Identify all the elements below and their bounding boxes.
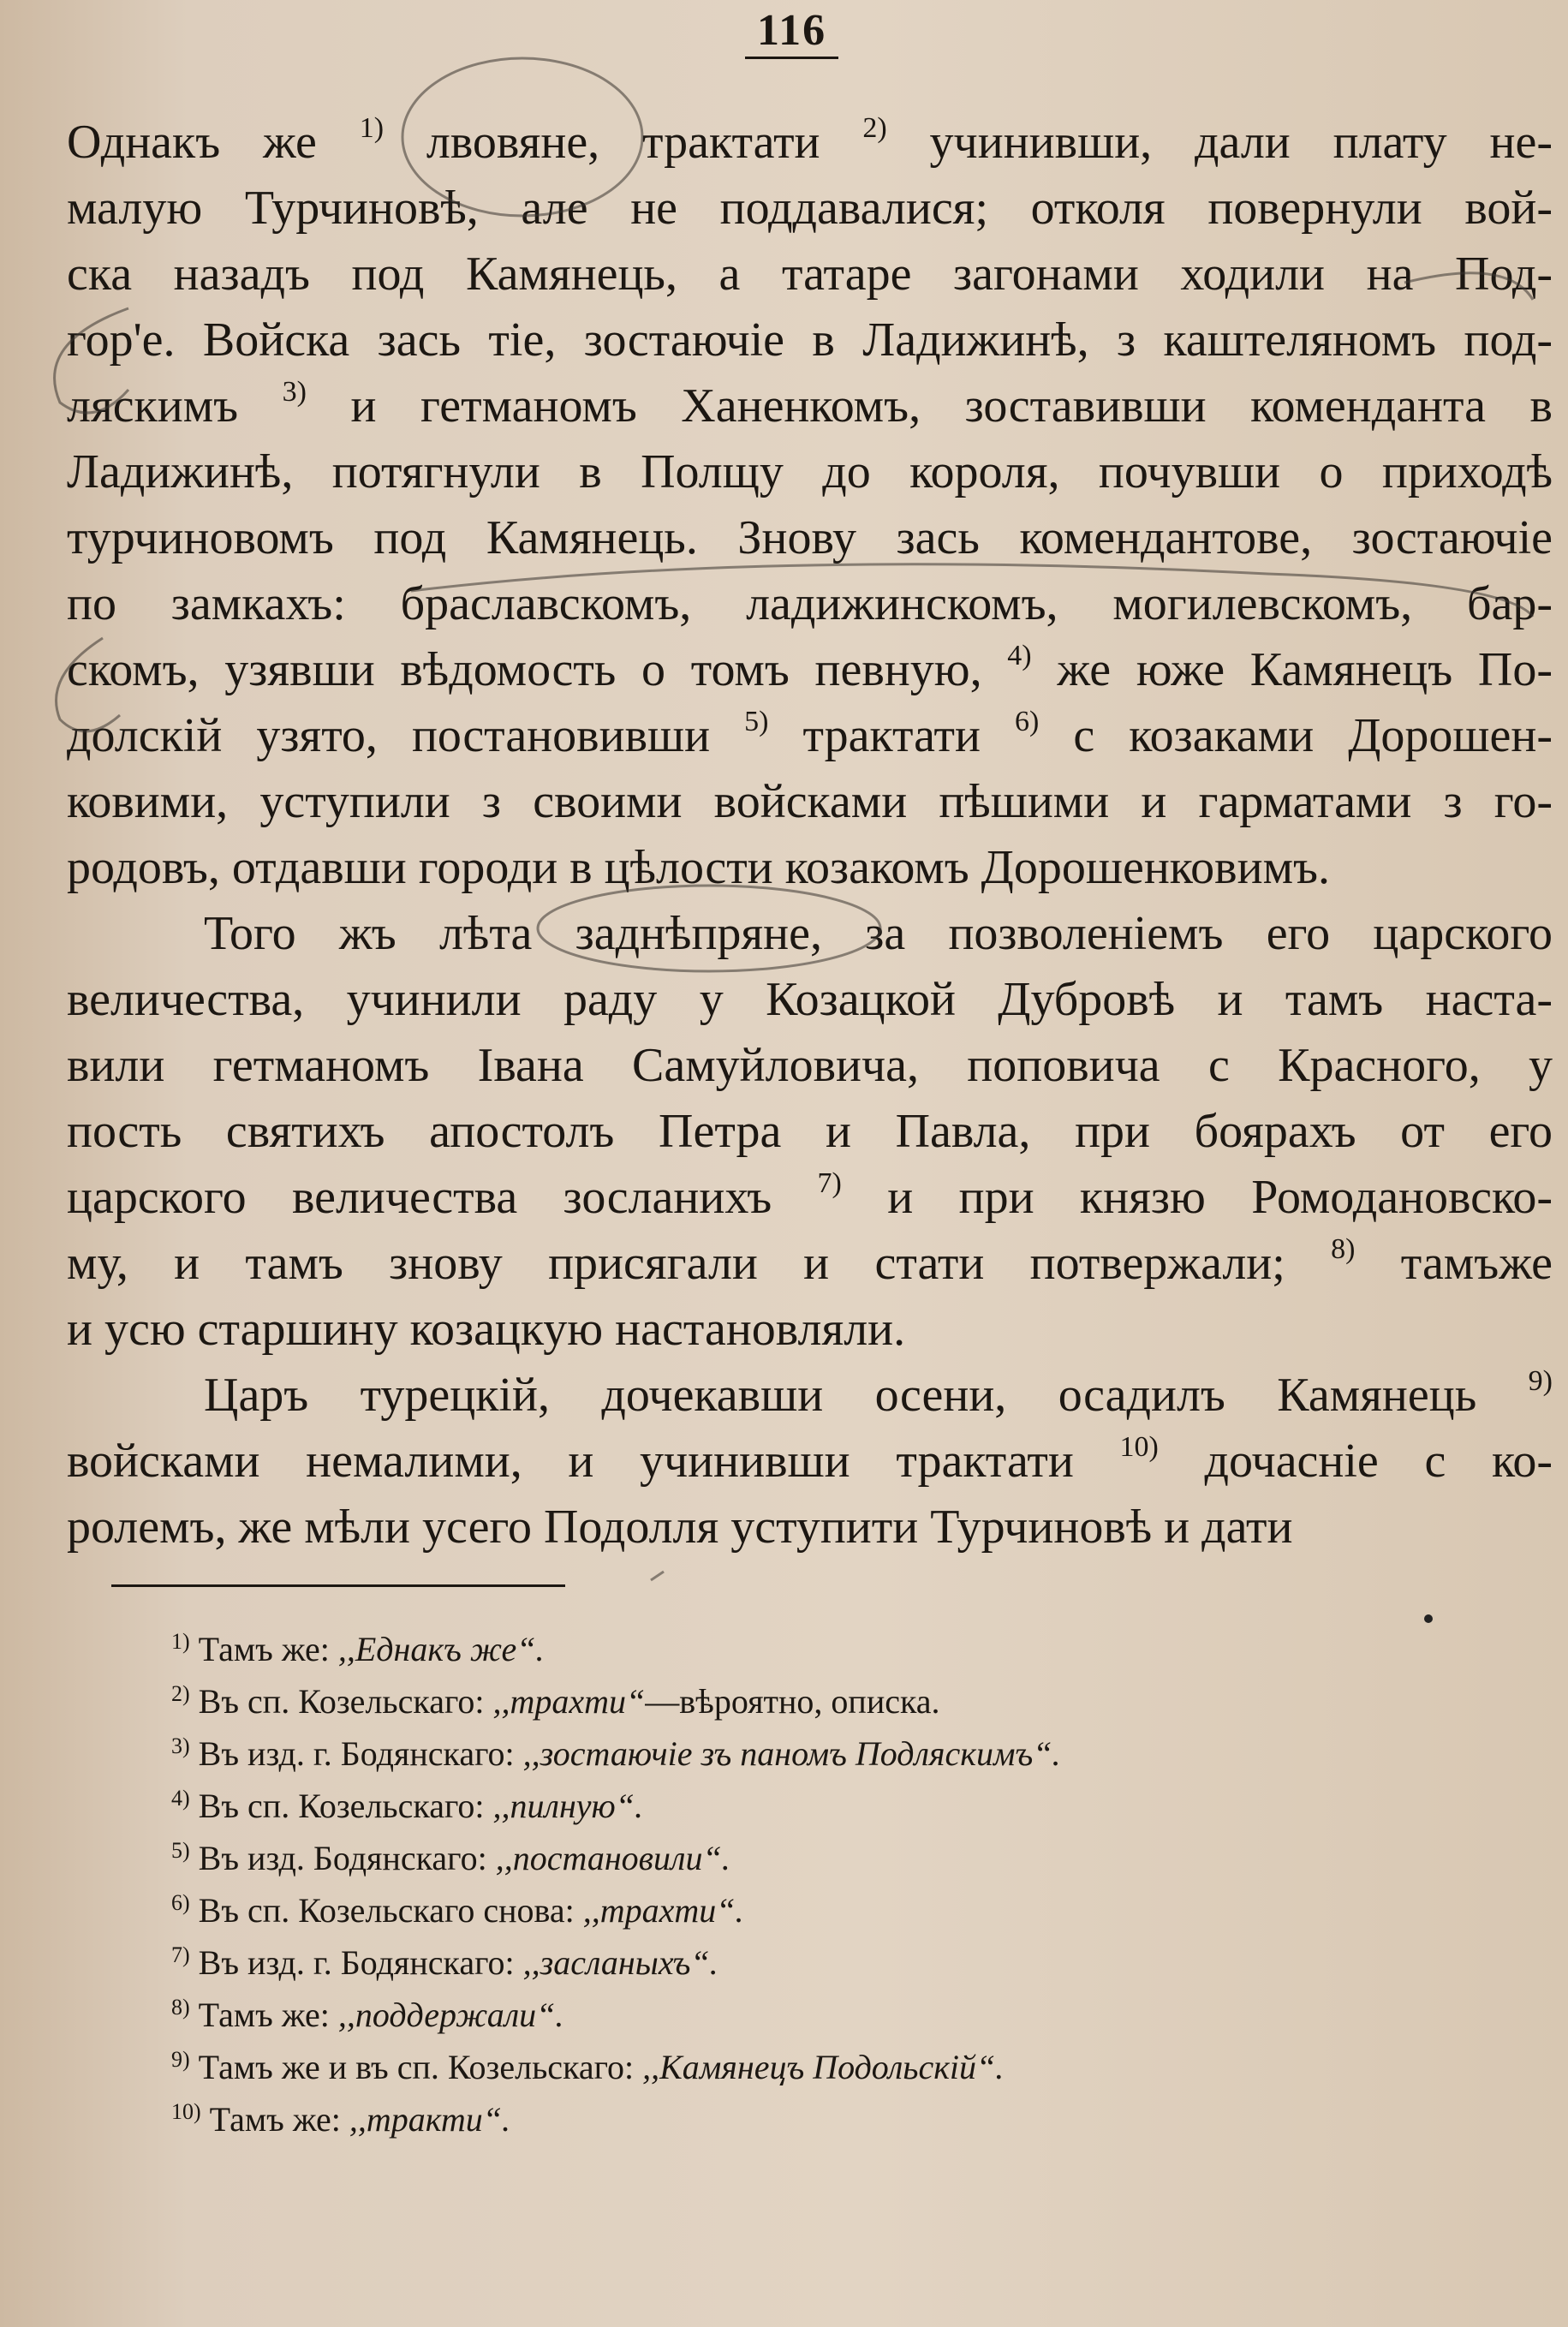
body-text: [67, 110, 1553, 1560]
text-line: [67, 637, 1553, 703]
text-run: Однакъ же: [67, 116, 360, 169]
footnote: [171, 1675, 1456, 1727]
text-line: [67, 571, 1553, 637]
footnote: [171, 1832, 1456, 1884]
footnote-reference: 9): [1528, 1365, 1553, 1397]
footnote-text: Въ сп. Козельскаго:: [189, 1682, 493, 1721]
text-run: царского величества зосланихъ: [67, 1171, 818, 1224]
text-run: Ладижинѣ, потягнули в Полщу до короля, почувши о приходѣ: [67, 445, 1553, 498]
pencil-tick: [651, 1572, 664, 1580]
text-run: Царъ турецкій, дочекавши осени, осадилъ Камянець: [204, 1369, 1529, 1422]
text-run: скомъ, узявши вѣдомость о томъ певную,: [67, 643, 1008, 696]
footnote-text: Въ сп. Козельскаго:: [189, 1787, 493, 1825]
footnote-number: 9): [171, 2047, 190, 2072]
footnote-quote: ,,пилную“.: [492, 1787, 643, 1825]
text-run: с козаками Дорошен-: [1039, 709, 1553, 762]
page-number: 116: [745, 7, 838, 59]
footnote-number: 7): [171, 1942, 190, 1967]
footnote-quote: ,,Камянецъ Подольскій“.: [642, 2048, 1005, 2086]
text-line: [67, 967, 1553, 1033]
footnote: [171, 1936, 1456, 1989]
footnote-text: Тамъ же:: [189, 1630, 338, 1668]
footnote: [171, 2093, 1456, 2145]
footnote-number: 2): [171, 1681, 190, 1706]
footnote-text: Въ изд. г. Бодянскаго:: [189, 1734, 523, 1773]
text-run: дочасніе с ко-: [1158, 1435, 1553, 1488]
text-line: [67, 242, 1553, 307]
footnote-number: 3): [171, 1733, 190, 1758]
footnote-number: 1): [171, 1629, 190, 1654]
footnote-reference: 1): [359, 112, 385, 144]
text-line: [67, 176, 1553, 242]
text-line: [67, 1165, 1553, 1231]
footnote-text: Тамъ же:: [189, 1996, 338, 2034]
footnote-quote: ,,постановили“.: [495, 1839, 730, 1877]
footnote: [171, 1780, 1456, 1832]
text-run: тамъже: [1355, 1237, 1553, 1290]
footnote: [171, 1989, 1456, 2041]
footnote-quote: ,,засланыхъ“.: [522, 1943, 718, 1982]
text-run: лвовяне, трактати: [384, 116, 863, 169]
text-line: [67, 110, 1553, 176]
text-line: [67, 1231, 1553, 1297]
text-line: [67, 373, 1553, 439]
text-run: ковими, уступили з своими войсками пѣшими и гарматами з го-: [67, 775, 1553, 828]
text-run: величества, учинили раду у Козацкой Дубровѣ и тамъ наста-: [67, 973, 1553, 1026]
text-line: [67, 439, 1553, 505]
text-run: долскій узято, постановивши: [67, 709, 745, 762]
text-line: [67, 1297, 1553, 1363]
footnote-text: Въ изд. г. Бодянскаго:: [189, 1943, 523, 1982]
text-run: трактати: [768, 709, 1015, 762]
text-run: му, и тамъ знову присягали и стати потвержали;: [67, 1237, 1332, 1290]
footnote-quote: ,,поддержали“.: [337, 1996, 564, 2034]
text-run: турчиновомъ под Камянець. Знову зась комендантове, зостаючіе: [67, 511, 1553, 564]
text-line: [67, 1363, 1553, 1429]
footnote-quote: ,,зостаючіе зъ паномъ Подляскимъ“.: [522, 1734, 1061, 1773]
footnote: [171, 1884, 1456, 1936]
text-run: пость святихъ апостолъ Петра и Павла, при боярахъ от его: [67, 1105, 1553, 1158]
text-line: [67, 1495, 1553, 1560]
footnote-reference: 5): [744, 706, 769, 737]
text-run: малую Турчиновѣ, але не поддавалися; отколя повернули вой-: [67, 182, 1553, 235]
footnote-reference: 4): [1007, 640, 1032, 671]
text-run: по замкахъ: браславскомъ, ладижинскомъ, могилевскомъ, бар-: [67, 577, 1553, 630]
footnote-number: 6): [171, 1890, 190, 1915]
text-line: [67, 901, 1553, 967]
text-run: и усю старшину козацкую настановляли.: [67, 1303, 906, 1356]
footnote-reference: 7): [817, 1167, 842, 1199]
footnote-reference: 10): [1119, 1431, 1159, 1463]
footnote-number: 4): [171, 1786, 190, 1811]
text-run: ска назадъ под Камянець, а татаре загонами ходили на Под-: [67, 248, 1553, 301]
text-run: гор'е. Войска зась тіе, зостаючіе в Ладижинѣ, з каштеляномъ под-: [67, 313, 1553, 367]
text-run: Того жъ лѣта заднѣпряне, за позволеніемъ его царского: [204, 907, 1553, 960]
footnote: [171, 1623, 1456, 1675]
text-run: ляскимъ: [67, 379, 283, 433]
text-run: же юже Камянецъ По-: [1031, 643, 1553, 696]
footnote-quote: ,,трахти“: [492, 1682, 646, 1721]
text-line: [67, 505, 1553, 571]
footnotes: [171, 1623, 1456, 2145]
footnote-quote: ,,трахти“.: [582, 1891, 744, 1930]
ink-dot: [1424, 1614, 1433, 1623]
footnote-quote: ,,тракти“.: [349, 2100, 511, 2139]
footnote-text: Тамъ же:: [200, 2100, 349, 2139]
footnote-number: 10): [171, 2099, 201, 2124]
footnote-reference: 3): [282, 376, 307, 408]
footnote-text: Въ изд. Бодянскаго:: [189, 1839, 496, 1877]
footnote-reference: 6): [1015, 706, 1040, 737]
footnote-comment: —вѣроятно, описка.: [645, 1682, 940, 1721]
footnote-reference: 2): [862, 112, 887, 144]
footnote-text: Въ сп. Козельскаго снова:: [189, 1891, 583, 1930]
text-run: вили гетманомъ Івана Самуйловича, поповича с Красного, у: [67, 1039, 1553, 1092]
text-run: учинивши, дали плату не-: [886, 116, 1553, 169]
footnote-quote: ,,Еднакъ же“.: [337, 1630, 545, 1668]
text-line: [67, 307, 1553, 373]
text-run: ролемъ, же мѣли усего Подолля уступити Турчиновѣ и дати: [67, 1501, 1293, 1554]
text-run: и при князю Ромодановско-: [841, 1171, 1553, 1224]
text-line: [67, 835, 1553, 901]
footnote-number: 5): [171, 1838, 190, 1863]
text-run: и гетманомъ Ханенкомъ, зоставивши коменданта в: [306, 379, 1553, 433]
footnote-number: 8): [171, 1995, 190, 2020]
text-line: [67, 703, 1553, 769]
footnote: [171, 2041, 1456, 2093]
text-line: [67, 1033, 1553, 1099]
text-run: родовъ, отдавши городи в цѣлости козакомъ Дорошенковимъ.: [67, 841, 1330, 894]
footnote-text: Тамъ же и въ сп. Козельскаго:: [189, 2048, 643, 2086]
text-run: войсками немалими, и учинивши трактати: [67, 1435, 1120, 1488]
text-line: [67, 769, 1553, 835]
footnote-divider: [111, 1584, 565, 1587]
footnote: [171, 1727, 1456, 1780]
text-line: [67, 1429, 1553, 1495]
footnote-reference: 8): [1331, 1233, 1356, 1265]
text-line: [67, 1099, 1553, 1165]
